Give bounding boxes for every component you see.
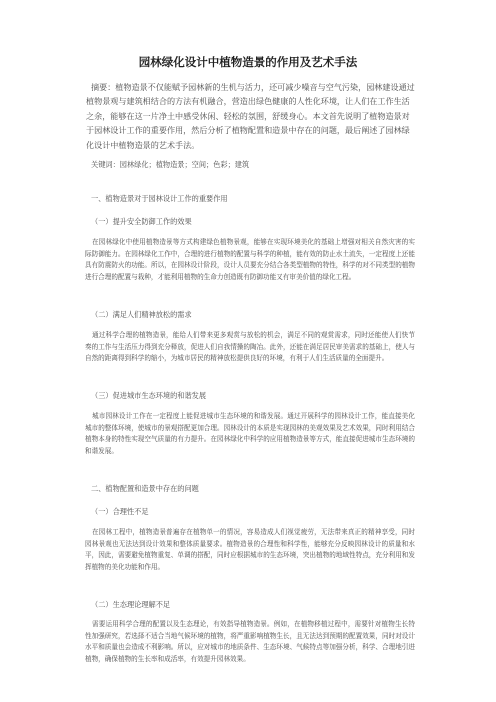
keywords-line: 关键词：园林绿化；植物造景；空间；色彩；建筑 — [91, 160, 250, 169]
section-1-2-heading: （二）满足人们精神放松的需求 — [91, 310, 192, 319]
section-1-2-paragraph: 通过科学合理的植物造景，能给人们带来更多观赏与放松的机会，满足不同的观赏需求，同时还能使人们快节奏的工作与生活压力得到充分释放，促进人们自我情操的陶冶。此外，还能在满足居民审美需求的基础上，使人与自然的距离得到科学的缩小，为城市居民的精神放松提供良好的环境，有利于人们生活质量的全面提升。 — [85, 331, 415, 362]
abstract-paragraph: 摘要：植物造景不仅能赋予园林新的生机与活力，还可减少噪音与空气污染，园林建设通过植物景观与建筑相结合的方法有机融合，营造出绿色健康的人性化环境，让人们在工作生活之余，能够在这一片净土中感受休闲、轻松的氛围，舒缓身心。本文首先说明了植物造景对于园林设计工作的重要作用，然后分析了植物配置和造景中存在的问题，最后阐述了园林绿化设计中植物造景的艺术手法。 — [86, 82, 415, 150]
section-1-3-paragraph: 城市园林设计工作在一定程度上能促进城市生态环境的和谐发展。通过开展科学的园林设计工作，能直接美化城市的整体环境，使城市的景观搭配更加合理。园林设计的本质是实现园林的美观效果及艺术效果，同时利用结合植物本身的特性实现空气质量的有力提升。在园林绿化中科学的应用植物造景等方式，能直接促进城市生态环境的和谐发展。 — [85, 412, 415, 455]
section-2-heading: 二、植物配置和造景中存在的问题 — [91, 484, 199, 493]
section-2-1-paragraph: 在园林工程中，植物造景普遍存在植物单一的情况，容易造成人们视觉疲劳，无法带来真正的精神享受，同时园林景观也无法达到设计效果和整体质量要求。植物造景的合理性和科学性，能够充分反映园林设计的质量和水平，因此，需要避免植物重复、单调的搭配，同时应根据城市的生态环境，突出植物的地域性特点，充分利用和发挥植物的美化功能和作用。 — [85, 528, 415, 571]
section-2-2-paragraph: 需要运用科学合理的配置以及生态理论，有效指导植物造景。例如，在植物移植过程中，需要针对植物生长特性加强研究，若选择不适合当地气候环境的植物，将严重影响植物生长，且无法达到预期的配置效果，同时对设计水平和质量也会造成不利影响。所以，应对城市的地质条件、生态环境、气候特点等加强分析，科学、合理地引进植物，确保植物的生长率和成活率，有效提升园林效果。 — [85, 620, 415, 663]
section-2-2-heading: （二）生态理论理解不足 — [91, 600, 171, 609]
section-2-1-heading: （一）合理性不足 — [91, 507, 149, 516]
section-1-1-paragraph: 在园林绿化中使用植物造景等方式构建绿色植物景观，能够在实现环境美化的基础上增强对相关自然灾害的实际防御能力。在园林绿化工作中，合理的进行植物的配置与科学的种植，能有效的防止水土流失，一定程度上还能具有防震防火的功能。所以，在园林设计阶段，设计人员要充分结合各类型植物的特性，科学的对不同类型的植物进行合理的配置与栽种，才能利用植物的生命力创造既有防御功能又有审美价值的绿化工程。 — [85, 238, 415, 281]
section-1-heading: 一、植物造景对于园林设计工作的重要作用 — [91, 194, 228, 203]
document-title: 园林绿化设计中植物造景的作用及艺术手法 — [138, 55, 358, 69]
section-1-1-heading: （一）提升安全防御工作的效果 — [91, 217, 192, 226]
section-1-3-heading: （三）促进城市生态环境的和谐发展 — [91, 391, 207, 400]
